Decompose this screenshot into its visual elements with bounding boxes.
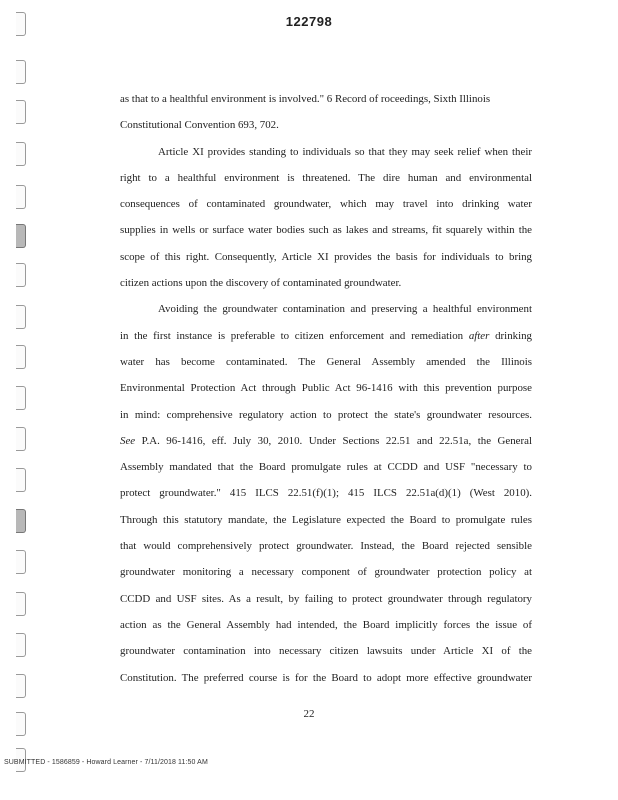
text-line: Through this statutory mandate, the Legislature expected the Board to promulgate rules bbox=[120, 513, 532, 526]
binder-tab bbox=[16, 386, 26, 410]
binder-tab bbox=[16, 345, 26, 369]
text-line: Constitution. The preferred course is for the Board to adopt more effective groundwater bbox=[120, 671, 532, 684]
text-line: that would comprehensively protect groundwater. Instead, the Board rejected sensible bbox=[120, 540, 532, 553]
binder-tab bbox=[16, 142, 26, 166]
text-line: Article XI provides standing to individuals so that they may seek relief when their bbox=[158, 145, 532, 158]
binder-edge bbox=[8, 0, 22, 800]
binder-tab bbox=[16, 100, 26, 124]
text-line: water has become contaminated. The General Assembly amended the Illinois bbox=[120, 355, 532, 368]
binder-tab bbox=[16, 224, 26, 248]
text-line: scope of this right. Consequently, Article XI provides the basis for individuals to bring bbox=[120, 250, 532, 263]
text-line: action as the General Assembly had intended, the Board implicitly forces the issue of bbox=[120, 618, 532, 631]
text-line: Assembly mandated that the Board promulgate rules at CCDD and USF "necessary to bbox=[120, 461, 532, 474]
text-line: supplies in wells or surface water bodies such as lakes and streams, fit squarely within the bbox=[120, 224, 532, 237]
text-line: citizen actions upon the discovery of contaminated groundwater. bbox=[120, 277, 402, 290]
text-line: Environmental Protection Act through Public Act 96-1416 with this prevention purpose bbox=[120, 382, 532, 395]
text-line: See P.A. 96-1416, eff. July 30, 2010. Under Sections 22.51 and 22.51a, the General bbox=[120, 434, 532, 447]
binder-tab bbox=[16, 592, 26, 616]
binder-tab bbox=[16, 633, 26, 657]
text-line: groundwater contamination into necessary citizen lawsuits under Article XI of the bbox=[120, 645, 532, 658]
binder-tab bbox=[16, 185, 26, 209]
binder-tab bbox=[16, 674, 26, 698]
page-number: 22 bbox=[303, 708, 315, 720]
text-line: Constitutional Convention 693, 702. bbox=[120, 119, 279, 132]
text-line: in the first instance is preferable to citizen enforcement and remediation after drinking bbox=[120, 329, 532, 342]
text-line: Avoiding the groundwater contamination and preserving a healthful environment bbox=[158, 303, 532, 316]
text-line: in mind: comprehensive regulatory action to protect the state's groundwater resources. bbox=[120, 408, 532, 421]
binder-tab bbox=[16, 509, 26, 533]
submission-stamp: SUBMITTED - 1586859 - Howard Learner - 7/11/2018 11:50 AM bbox=[4, 759, 208, 766]
binder-tab bbox=[16, 305, 26, 329]
text-line: right to a healthful environment is threatened. The dire human and environmental bbox=[120, 171, 532, 184]
binder-tab bbox=[16, 468, 26, 492]
text-line: groundwater monitoring a necessary component of groundwater protection policy at bbox=[120, 566, 532, 579]
body-text bbox=[120, 86, 532, 691]
binder-tab bbox=[16, 427, 26, 451]
binder-tab bbox=[16, 550, 26, 574]
text-line: consequences of contaminated groundwater, which may travel into drinking water bbox=[120, 198, 532, 211]
text-line: protect groundwater." 415 ILCS 22.51(f)(1); 415 ILCS 22.51a(d)(1) (West 2010). bbox=[120, 487, 532, 500]
document-number: 122798 bbox=[285, 14, 333, 29]
text-line: CCDD and USF sites. As a result, by failing to protect groundwater through regulatory bbox=[120, 592, 532, 605]
binder-tab bbox=[16, 12, 26, 36]
binder-tab bbox=[16, 60, 26, 84]
binder-tab bbox=[16, 263, 26, 287]
text-line: as that to a healthful environment is involved." 6 Record of roceedings, Sixth Illinois bbox=[120, 93, 491, 105]
